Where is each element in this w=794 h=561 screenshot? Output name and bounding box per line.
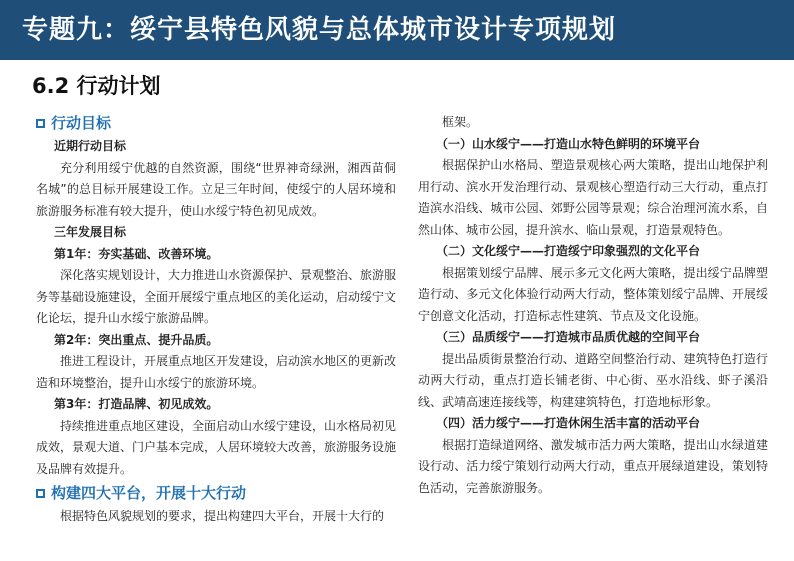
platform4-title: （四）活力绥宁——打造休闲生活丰富的活动平台 [436, 416, 701, 430]
year2-text: 推进工程设计，开展重点地区开发建设，启动滨水地区的更新改造和环境整治，提升山水绥宁的旅游环境。 [36, 354, 397, 390]
platform2-text: 根据策划绥宁品牌、展示多元文化两大策略，提出绥宁品牌塑造行动、多元文化体验行动两大行动，整体策划绥宁品牌、开展绥宁创意文化活动，打造标志性建筑、节点及文化设施。 [418, 265, 768, 323]
three-year-title: 三年发展目标 [54, 225, 127, 239]
platform3-text: 提出品质街景整治行动、道路空间整治行动、建筑特色打造行动两大行动，重点打造长铺老街、中心街、巫水沿线、虾子溪沿线、武靖高速连接线等，构建建筑特色，打造地标形象。 [418, 351, 768, 409]
year1-text: 深化落实规划设计，大力推进山水资源保护、景观整治、旅游服务等基础设施建设，全面开展绥宁重点地区的美化运动，启动绥宁文化论坛，提升山水绥宁旅游品牌。 [36, 268, 397, 325]
section-title: 6.2 行动计划 [32, 74, 161, 98]
title-banner [0, 0, 794, 60]
build-text: 根据特色风貌规划的要求，提出构建四大平台，开展十大行的 [60, 509, 385, 523]
left-column [36, 110, 396, 528]
platform1-title: （一）山水绥宁——打造山水特色鲜明的环境平台 [436, 136, 701, 151]
platform1-text: 根据保护山水格局、塑造景观核心两大策略，提出山地保护利用行动、滨水开发治理行动、景观核心塑造行动三大行动，重点打造滨水沿线、城市公园、郊野公园等景观；综合治理河流水系，自然山体、城市公园，提升滨水、临山景观，打造景观特色。 [418, 158, 768, 237]
heading-action-goals-label: 行动目标 [51, 114, 112, 132]
near-term-text: 充分利用绥宁优越的自然资源，围绕“世界神奇绿洲，湘西苗侗名城”的总目标开展建设工作。立足三年时间，使绥宁的人居环境和旅游服务标准有较大提升，使山水绥宁特色初见成效。 [36, 160, 396, 218]
year3-title: 第3年：打造品牌、初见成效。 [54, 397, 219, 411]
heading-build-platforms [36, 480, 396, 506]
page-title: 专题九：绥宁县特色风貌与总体城市设计专项规划 [22, 15, 617, 45]
square-bullet-icon [36, 119, 45, 128]
near-term-title: 近期行动目标 [54, 139, 127, 153]
square-bullet-icon [36, 489, 45, 498]
platform4-text: 根据打造绿道网络、激发城市活力两大策略，提出山水绿道建设行动、活力绥宁策划行动两大行动，重点开展绿道建设，策划特色活动，完善旅游服务。 [418, 437, 768, 495]
heading-build-platforms-label: 构建四大平台，开展十大行动 [51, 484, 247, 502]
platform3-title: （三）品质绥宁——打造城市品质优越的空间平台 [436, 330, 701, 344]
right-column [418, 112, 768, 499]
year3-text: 持续推进重点地区建设，全面启动山水绥宁建设，山水格局初见成效，景观大道、门户基本完成，人居环境较大改善，旅游服务设施及品牌有效提升。 [36, 418, 397, 476]
year2-title: 第2年：突出重点、提升品质。 [54, 332, 219, 347]
heading-action-goals [36, 110, 396, 136]
continued-text: 框架。 [442, 115, 479, 129]
platform2-title: （二）文化绥宁——打造绥宁印象强烈的文化平台 [436, 244, 701, 258]
year1-title: 第1年：夯实基础、改善环境。 [54, 246, 219, 261]
